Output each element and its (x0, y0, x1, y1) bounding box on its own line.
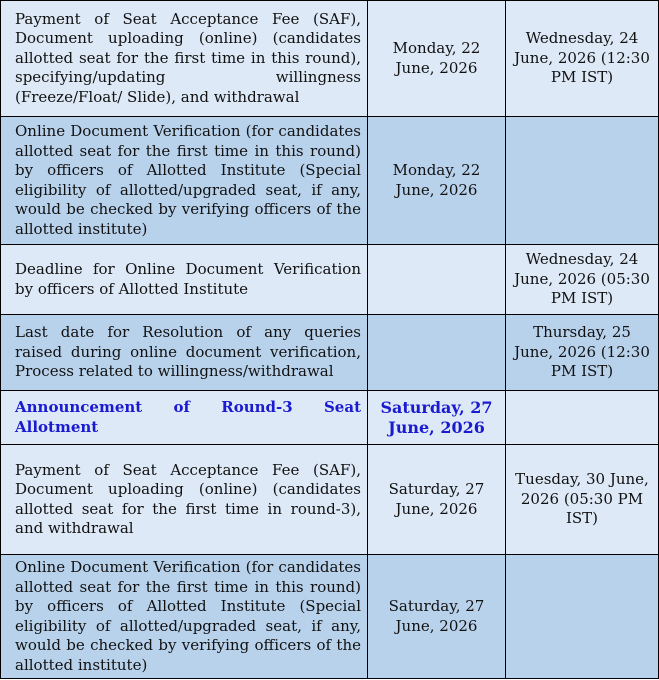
start-date-cell: Saturday, 27 June, 2026 (368, 391, 506, 445)
schedule-row (1, 555, 659, 679)
end-date-cell (506, 117, 659, 245)
end-date-cell: Wednesday, 24 June, 2026 (12:30 PM IST) (506, 1, 659, 117)
end-date-cell: Thursday, 25 June, 2026 (12:30 PM IST) (506, 315, 659, 391)
end-date-cell: Tuesday, 30 June, 2026 (05:30 PM IST) (506, 445, 659, 555)
start-date-cell: Monday, 22 June, 2026 (368, 117, 506, 245)
activity-cell: Announcement of Round-3 Seat Allotment (1, 391, 368, 445)
schedule-row (1, 445, 659, 555)
end-date-cell (506, 391, 659, 445)
schedule-row (1, 117, 659, 245)
start-date-cell: Saturday, 27 June, 2026 (368, 555, 506, 679)
schedule-row (1, 1, 659, 117)
activity-cell: Last date for Resolution of any queries raised during online document verification, Process related to willingness/withdrawal (1, 315, 368, 391)
schedule-row (1, 315, 659, 391)
start-date-cell: Saturday, 27 June, 2026 (368, 445, 506, 555)
start-date-cell (368, 315, 506, 391)
schedule-row-highlight (1, 391, 659, 445)
activity-cell: Deadline for Online Document Verification by officers of Allotted Institute (1, 245, 368, 315)
activity-cell: Payment of Seat Acceptance Fee (SAF), Document uploading (online) (candidates allotted seat for the first time in this round), specifying/updating willingness (Freeze/Float/ Slide), and withdrawal (1, 1, 368, 117)
activity-cell: Online Document Verification (for candidates allotted seat for the first time in this round) by officers of Allotted Institute (Special eligibility of allotted/upgraded seat, if any, would be checked by verifying officers of the allotted institute) (1, 555, 368, 679)
activity-cell: Online Document Verification (for candidates allotted seat for the first time in this round) by officers of Allotted Institute (Special eligibility of allotted/upgraded seat, if any, would be checked by verifying officers of the allotted institute) (1, 117, 368, 245)
start-date-cell (368, 245, 506, 315)
activity-cell: Payment of Seat Acceptance Fee (SAF), Document uploading (online) (candidates allotted seat for the first time in round-3), and withdrawal (1, 445, 368, 555)
end-date-cell (506, 555, 659, 679)
end-date-cell: Wednesday, 24 June, 2026 (05:30 PM IST) (506, 245, 659, 315)
schedule-row (1, 245, 659, 315)
start-date-cell: Monday, 22 June, 2026 (368, 1, 506, 117)
